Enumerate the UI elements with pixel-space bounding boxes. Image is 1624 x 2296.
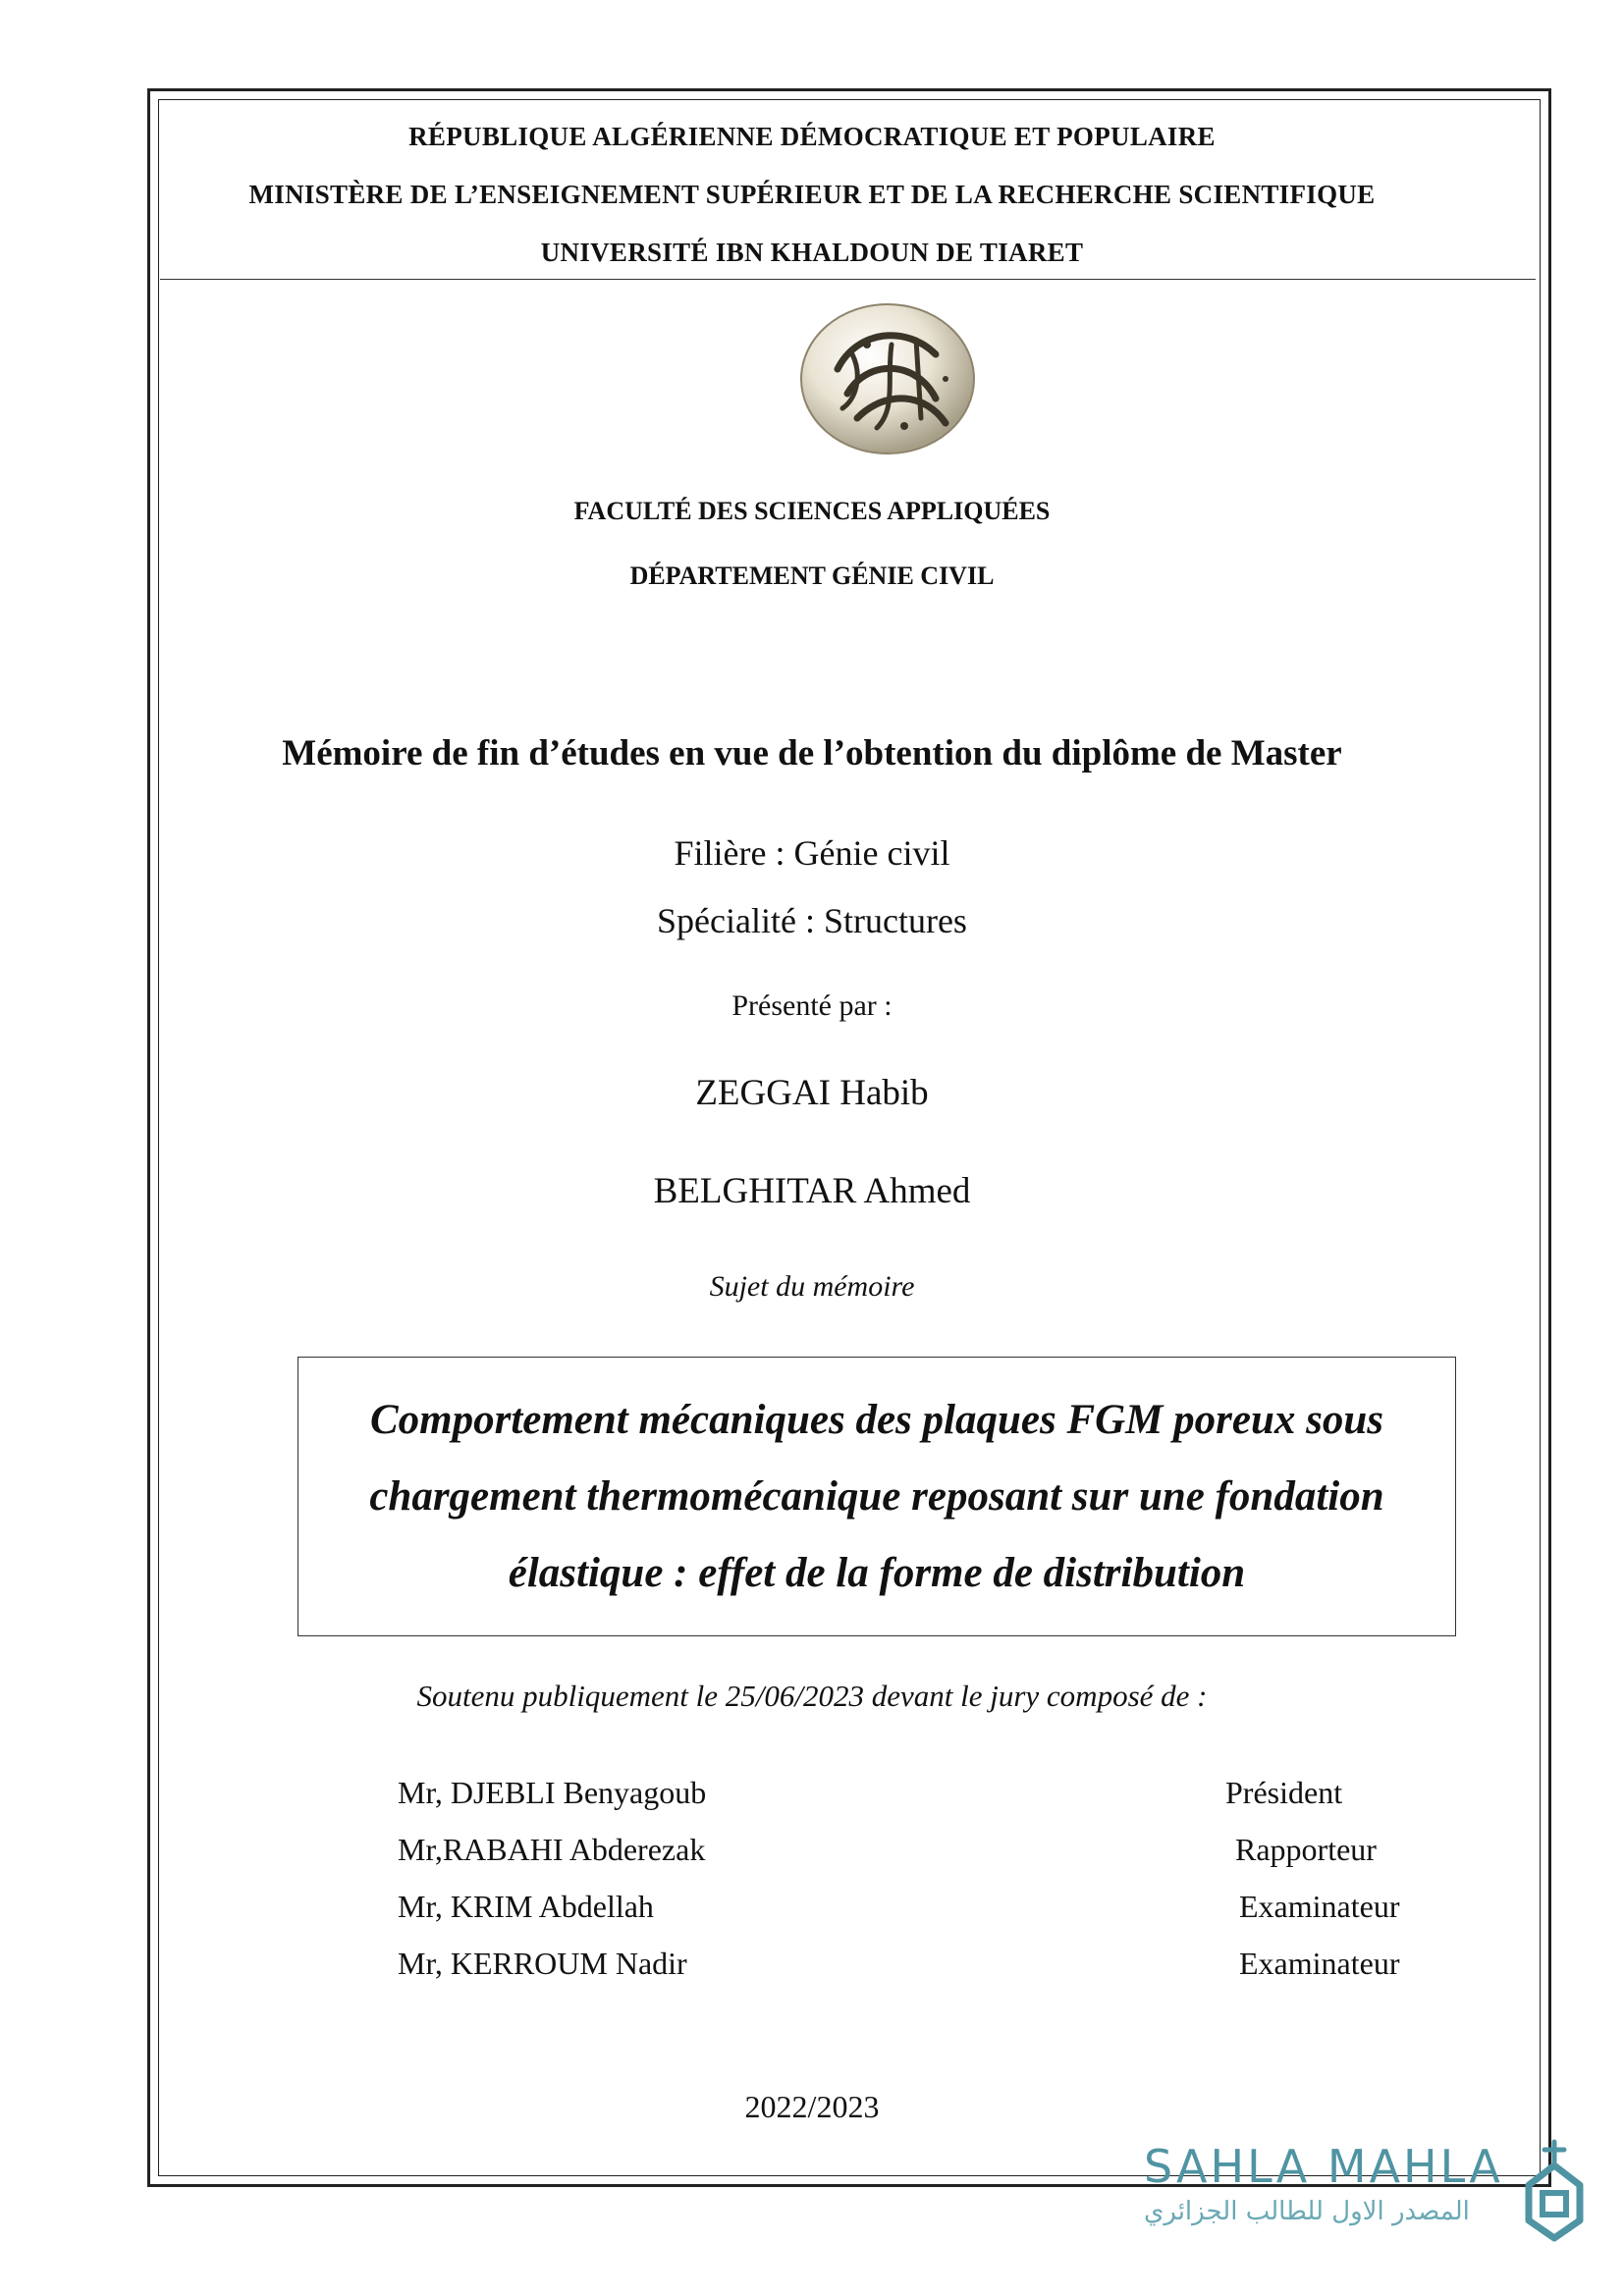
filiere: Filière : Génie civil [674, 833, 950, 873]
jury-member-role: Examinateur [1239, 1946, 1400, 1981]
specialite: Spécialité : Structures [657, 901, 967, 940]
department-name: DÉPARTEMENT GÉNIE CIVIL [629, 561, 995, 590]
academic-year: 2022/2023 [744, 2089, 880, 2124]
jury-member-role: Rapporteur [1235, 1832, 1377, 1867]
thesis-type: Mémoire de fin d’études en vue de l’obtention du diplôme de Master [282, 733, 1342, 774]
author-name: BELGHITAR Ahmed [653, 1171, 971, 1211]
faculty-name: FACULTÉ DES SCIENCES APPLIQUÉES [573, 497, 1051, 525]
defense-statement: Soutenu publiquement le 25/06/2023 devant le jury composé de : [416, 1679, 1208, 1713]
subject-label: Sujet du mémoire [709, 1270, 915, 1303]
university-seal-icon [798, 300, 977, 457]
jury-member-role: Président [1225, 1775, 1343, 1810]
presented-by-label: Présenté par : [731, 989, 893, 1022]
header-ministry: MINISTÈRE DE L’ENSEIGNEMENT SUPÉRIEUR ET DE LA RECHERCHE SCIENTIFIQUE [248, 180, 1376, 209]
sahla-mahla-logo-icon [1515, 2136, 1594, 2244]
jury-member-name: Mr, DJEBLI Benyagoub [398, 1775, 707, 1810]
author-name: ZEGGAI Habib [695, 1073, 929, 1113]
jury-member-role: Examinateur [1239, 1889, 1400, 1924]
thesis-subject: Comportement mécaniques des plaques FGM poreux sous chargement thermomécanique reposant sur une fondation élastique : effet de la forme de distribution [369, 1396, 1384, 1596]
watermark-title: SAHLA MAHLA [1144, 2140, 1503, 2193]
header-university: UNIVERSITÉ IBN KHALDOUN DE TIARET [540, 238, 1084, 267]
watermark [1144, 2140, 1596, 2268]
jury-member-name: Mr,RABAHI Abderezak [398, 1832, 706, 1867]
jury-member-name: Mr, KERROUM Nadir [398, 1946, 687, 1981]
subject-box [298, 1357, 1456, 1636]
header-republic: RÉPUBLIQUE ALGÉRIENNE DÉMOCRATIQUE ET POPULAIRE [408, 122, 1216, 151]
watermark-subtitle: المصدر الاول للطالب الجزائري [1144, 2197, 1470, 2226]
jury-member-name: Mr, KRIM Abdellah [398, 1889, 654, 1924]
header-divider [160, 279, 1536, 280]
